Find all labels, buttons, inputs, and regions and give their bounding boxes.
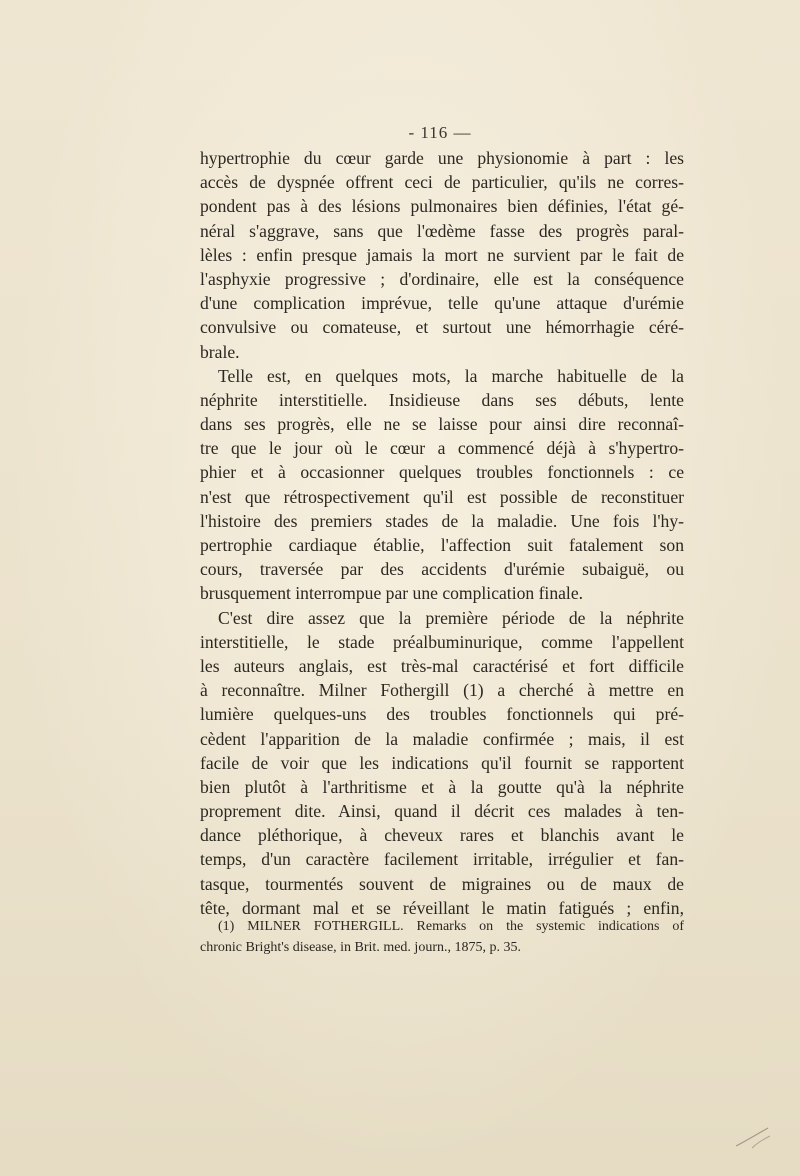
text-line: temps, d'un caractère facilement irritable, irrégulier et fan- xyxy=(200,849,684,870)
text-line: tête, dormant mal et se réveillant le matin fatigués ; enfin, xyxy=(200,897,684,918)
page-number: - 116 — xyxy=(408,123,472,142)
text-line: à reconnaître. Milner Fothergill (1) a cherché à mettre en xyxy=(200,680,684,701)
text-line: facile de voir que les indications qu'il fournit se rapportent xyxy=(200,752,684,773)
text-line: C'est dire assez que la première période de la néphrite xyxy=(218,607,684,628)
text-line: dance pléthorique, à cheveux rares et blanchis avant le xyxy=(200,825,684,846)
text-line: lèles : enfin presque jamais la mort ne survient par le fait de xyxy=(200,244,684,265)
text-line: accès de dyspnée offrent ceci de particulier, qu'ils ne corres- xyxy=(200,172,684,193)
footnote-line: (1) MILNER FOTHERGILL. Remarks on the systemic indications of xyxy=(218,919,684,934)
footnote xyxy=(200,916,684,958)
text-line: tasque, tourmentés souvent de migraines ou de maux de xyxy=(200,873,684,894)
text-line: néral s'aggrave, sans que l'œdème fasse des progrès paral- xyxy=(200,220,684,241)
text-line: brale. xyxy=(200,341,240,362)
text-line: néphrite interstitielle. Insidieuse dans ses débuts, lente xyxy=(200,389,684,410)
text-line: l'histoire des premiers stades de la maladie. Une fois l'hy- xyxy=(200,510,684,531)
text-line: l'asphyxie progressive ; d'ordinaire, elle est la conséquence xyxy=(200,268,684,289)
text-line: cèdent l'apparition de la maladie confirmée ; mais, il est xyxy=(200,728,684,749)
text-line: pondent pas à des lésions pulmonaires bien définies, l'état gé- xyxy=(200,196,684,217)
text-line: bien plutôt à l'arthritisme et à la goutte qu'à la néphrite xyxy=(200,776,684,797)
text-line: hypertrophie du cœur garde une physionomie à part : les xyxy=(200,148,684,168)
text-line: cours, traversée par des accidents d'urémie subaiguë, ou xyxy=(200,559,684,580)
text-line: interstitielle, le stade préalbuminurique, comme l'appellent xyxy=(200,631,684,652)
text-line: n'est que rétrospectivement qu'il est possible de reconstituer xyxy=(200,486,684,507)
text-line: Telle est, en quelques mots, la marche habituelle de la xyxy=(218,365,684,386)
text-line: dans ses progrès, elle ne se laisse pour ainsi dire reconnaî- xyxy=(200,414,684,435)
text-line: d'une complication imprévue, telle qu'une attaque d'urémie xyxy=(200,293,684,314)
text-line: tre que le jour où le cœur a commencé déjà à s'hypertro- xyxy=(200,438,684,459)
text-line: proprement dite. Ainsi, quand il décrit ces malades à ten- xyxy=(200,801,684,822)
text-line: brusquement interrompue par une complication finale. xyxy=(200,583,584,604)
text-line: lumière quelques-uns des troubles fonctionnels qui pré- xyxy=(200,704,684,725)
text-line: phier et à occasionner quelques troubles fonctionnels : ce xyxy=(200,462,684,483)
text-line: convulsive ou comateuse, et surtout une hémorrhagie céré- xyxy=(200,317,684,338)
footnote-line: chronic Bright's disease, in Brit. med. journ., 1875, p. 35. xyxy=(200,940,521,955)
body-text xyxy=(200,146,684,920)
text-line: pertrophie cardiaque établie, l'affection suit fatalement son xyxy=(200,535,684,555)
text-line: les auteurs anglais, est très-mal caractérisé et fort difficile xyxy=(200,655,684,676)
pencil-mark-icon xyxy=(732,1122,772,1150)
